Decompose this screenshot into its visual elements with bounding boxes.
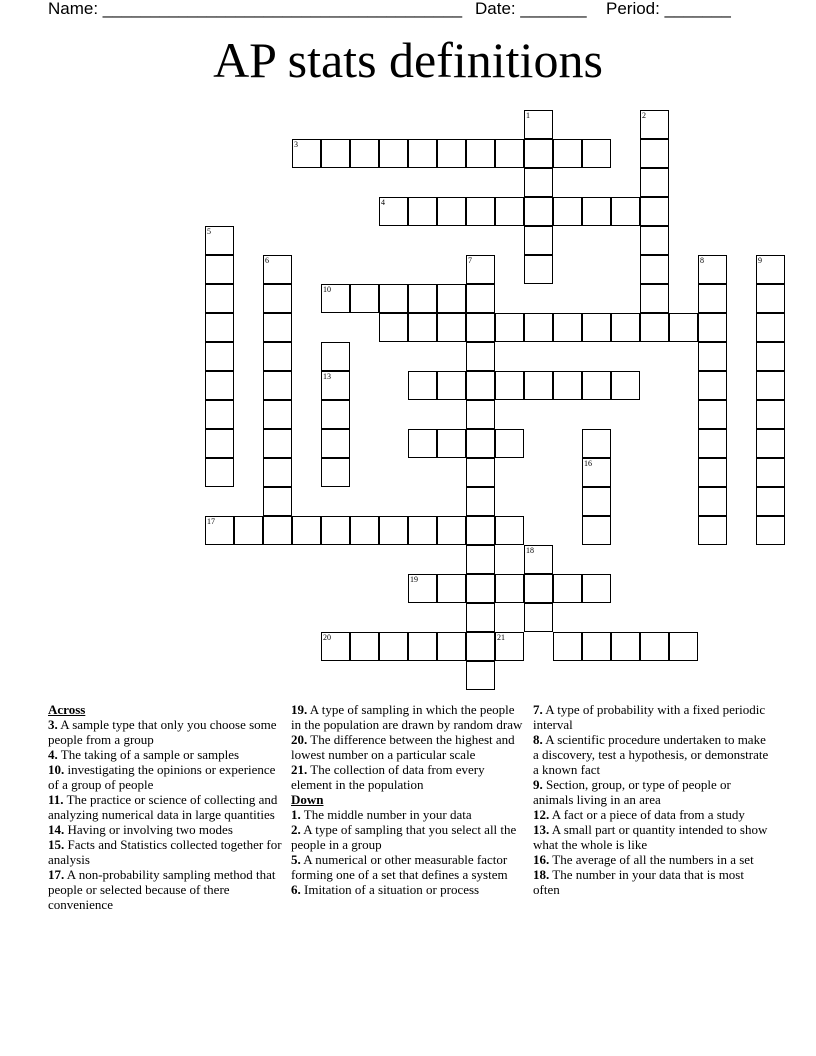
- grid-cell[interactable]: [466, 139, 495, 168]
- grid-cell[interactable]: [234, 516, 263, 545]
- clues-column-2: [291, 702, 527, 897]
- across-clue: [291, 702, 527, 732]
- grid-cell[interactable]: [321, 284, 350, 313]
- grid-cell[interactable]: [408, 371, 437, 400]
- clue-number-label: 5: [207, 227, 211, 236]
- grid-cell[interactable]: [495, 139, 524, 168]
- grid-cell[interactable]: [408, 139, 437, 168]
- grid-cell[interactable]: [495, 632, 524, 661]
- clue-text: The collection of data from every element in the population: [291, 762, 485, 792]
- grid-cell[interactable]: [524, 197, 553, 226]
- clue-number: 7.: [533, 702, 543, 717]
- grid-cell[interactable]: [611, 371, 640, 400]
- clues-column-3: [533, 702, 769, 897]
- clue-text: Imitation of a situation or process: [304, 882, 480, 897]
- grid-cell[interactable]: [524, 168, 553, 197]
- grid-cell[interactable]: [263, 516, 292, 545]
- clue-number: 6.: [291, 882, 301, 897]
- grid-cell[interactable]: [205, 371, 234, 400]
- down-clue: [291, 852, 527, 882]
- clue-number: 2.: [291, 822, 301, 837]
- grid-cell[interactable]: [756, 458, 785, 487]
- period-field-label: Period: _______: [606, 0, 731, 18]
- grid-cell[interactable]: [698, 429, 727, 458]
- across-clue: [291, 762, 527, 792]
- grid-cell[interactable]: [350, 139, 379, 168]
- grid-cell[interactable]: [582, 516, 611, 545]
- grid-cell[interactable]: [321, 632, 350, 661]
- grid-cell[interactable]: [466, 574, 495, 603]
- across-clue: [48, 762, 284, 792]
- grid-cell[interactable]: [321, 516, 350, 545]
- down-clue: [533, 702, 769, 732]
- grid-cell[interactable]: [524, 371, 553, 400]
- clue-number: 14.: [48, 822, 65, 837]
- grid-cell[interactable]: [205, 342, 234, 371]
- grid-cell[interactable]: [495, 574, 524, 603]
- down-clue: [533, 732, 769, 777]
- clue-text: A fact or a piece of data from a study: [551, 807, 745, 822]
- grid-cell[interactable]: [611, 313, 640, 342]
- clue-number-label: 9: [758, 256, 762, 265]
- clue-text: The average of all the numbers in a set: [552, 852, 754, 867]
- clue-number-label: 21: [497, 633, 505, 642]
- grid-cell[interactable]: [408, 313, 437, 342]
- clue-number: 10.: [48, 762, 65, 777]
- grid-cell[interactable]: [698, 516, 727, 545]
- grid-cell[interactable]: [466, 487, 495, 516]
- clue-number: 11.: [48, 792, 64, 807]
- clue-number: 9.: [533, 777, 543, 792]
- grid-cell[interactable]: [437, 516, 466, 545]
- grid-cell[interactable]: [698, 284, 727, 313]
- clue-number-label: 18: [526, 546, 534, 555]
- grid-cell[interactable]: [350, 516, 379, 545]
- grid-cell[interactable]: [669, 632, 698, 661]
- grid-cell[interactable]: [205, 516, 234, 545]
- clue-number: 20.: [291, 732, 308, 747]
- grid-cell[interactable]: [263, 255, 292, 284]
- grid-cell[interactable]: [553, 313, 582, 342]
- grid-cell[interactable]: [205, 284, 234, 313]
- clue-text: A numerical or other measurable factor forming one of a set that defines a system: [291, 852, 508, 882]
- across-heading: Across: [48, 702, 86, 717]
- clue-number-label: 2: [642, 111, 646, 120]
- grid-cell[interactable]: [466, 313, 495, 342]
- grid-cell[interactable]: [553, 139, 582, 168]
- across-clue: [48, 747, 284, 762]
- clue-text: Facts and Statistics collected together for analysis: [48, 837, 282, 867]
- grid-cell[interactable]: [466, 545, 495, 574]
- grid-cell[interactable]: [553, 197, 582, 226]
- grid-cell[interactable]: [321, 371, 350, 400]
- grid-cell[interactable]: [756, 313, 785, 342]
- grid-cell[interactable]: [495, 313, 524, 342]
- grid-cell[interactable]: [263, 371, 292, 400]
- grid-cell[interactable]: [408, 197, 437, 226]
- grid-cell[interactable]: [640, 632, 669, 661]
- grid-cell[interactable]: [495, 197, 524, 226]
- clue-number: 16.: [533, 852, 550, 867]
- clue-text: The middle number in your data: [303, 807, 472, 822]
- grid-cell[interactable]: [698, 313, 727, 342]
- grid-cell[interactable]: [466, 255, 495, 284]
- grid-cell[interactable]: [640, 197, 669, 226]
- grid-cell[interactable]: [466, 429, 495, 458]
- grid-cell[interactable]: [640, 110, 669, 139]
- clue-number: 21.: [291, 762, 308, 777]
- grid-cell[interactable]: [205, 226, 234, 255]
- down-clue: [291, 882, 527, 897]
- grid-cell[interactable]: [321, 139, 350, 168]
- grid-cell[interactable]: [263, 458, 292, 487]
- grid-cell[interactable]: [640, 168, 669, 197]
- grid-cell[interactable]: [553, 574, 582, 603]
- clue-number-label: 7: [468, 256, 472, 265]
- grid-cell[interactable]: [263, 284, 292, 313]
- across-clue: [48, 837, 284, 867]
- grid-cell[interactable]: [698, 400, 727, 429]
- grid-cell[interactable]: [756, 255, 785, 284]
- grid-cell[interactable]: [756, 516, 785, 545]
- clues-column-1: [48, 702, 284, 912]
- across-clue: [48, 792, 284, 822]
- clue-text: A type of probability with a fixed periodic interval: [533, 702, 766, 732]
- grid-cell[interactable]: [524, 110, 553, 139]
- grid-cell[interactable]: [466, 516, 495, 545]
- grid-cell[interactable]: [437, 371, 466, 400]
- grid-cell[interactable]: [611, 632, 640, 661]
- grid-cell[interactable]: [640, 313, 669, 342]
- grid-cell[interactable]: [437, 197, 466, 226]
- clue-number-label: 17: [207, 517, 215, 526]
- grid-cell[interactable]: [350, 632, 379, 661]
- down-clue: [533, 807, 769, 822]
- clue-number-label: 20: [323, 633, 331, 642]
- grid-cell[interactable]: [582, 429, 611, 458]
- grid-cell[interactable]: [756, 371, 785, 400]
- grid-cell[interactable]: [263, 487, 292, 516]
- grid-cell[interactable]: [640, 284, 669, 313]
- grid-cell[interactable]: [379, 139, 408, 168]
- clue-number: 4.: [48, 747, 58, 762]
- grid-cell[interactable]: [466, 458, 495, 487]
- clue-text: The taking of a sample or samples: [60, 747, 240, 762]
- clue-text: The difference between the highest and lowest number on a particular scale: [291, 732, 515, 762]
- grid-cell[interactable]: [321, 342, 350, 371]
- clue-number: 8.: [533, 732, 543, 747]
- grid-cell[interactable]: [524, 603, 553, 632]
- down-clue: [533, 777, 769, 807]
- grid-cell[interactable]: [379, 197, 408, 226]
- down-heading: Down: [291, 792, 324, 807]
- across-clue: [48, 867, 284, 912]
- grid-cell[interactable]: [495, 429, 524, 458]
- grid-cell[interactable]: [611, 197, 640, 226]
- across-clue: [48, 717, 284, 747]
- grid-cell[interactable]: [292, 516, 321, 545]
- clue-number-label: 19: [410, 575, 418, 584]
- grid-cell[interactable]: [524, 313, 553, 342]
- clue-number-label: 6: [265, 256, 269, 265]
- grid-cell[interactable]: [292, 139, 321, 168]
- clue-number: 1.: [291, 807, 301, 822]
- grid-cell[interactable]: [582, 458, 611, 487]
- clue-number: 17.: [48, 867, 65, 882]
- clue-number-label: 8: [700, 256, 704, 265]
- clue-number: 18.: [533, 867, 550, 882]
- down-clue: [291, 822, 527, 852]
- grid-cell[interactable]: [408, 632, 437, 661]
- grid-cell[interactable]: [437, 429, 466, 458]
- clue-text: A small part or quantity intended to show what the whole is like: [533, 822, 768, 852]
- grid-cell[interactable]: [466, 284, 495, 313]
- clue-text: Section, group, or type of people or animals living in an area: [533, 777, 731, 807]
- clue-number-label: 10: [323, 285, 331, 294]
- grid-cell[interactable]: [321, 400, 350, 429]
- clue-number: 5.: [291, 852, 301, 867]
- across-clue: [48, 822, 284, 837]
- grid-cell[interactable]: [524, 139, 553, 168]
- clue-number-label: 13: [323, 372, 331, 381]
- grid-cell[interactable]: [756, 487, 785, 516]
- grid-cell[interactable]: [437, 139, 466, 168]
- grid-cell[interactable]: [350, 284, 379, 313]
- grid-cell[interactable]: [524, 255, 553, 284]
- grid-cell[interactable]: [437, 574, 466, 603]
- clue-text: A type of sampling that you select all the people in a group: [291, 822, 517, 852]
- grid-cell[interactable]: [437, 632, 466, 661]
- grid-cell[interactable]: [756, 429, 785, 458]
- clue-text: Having or involving two modes: [67, 822, 233, 837]
- date-field-label: Date: _______: [475, 0, 587, 18]
- grid-cell[interactable]: [408, 429, 437, 458]
- clue-number: 19.: [291, 702, 308, 717]
- page-title: AP stats definitions: [213, 32, 603, 88]
- grid-cell[interactable]: [756, 400, 785, 429]
- grid-cell[interactable]: [379, 284, 408, 313]
- clue-text: A sample type that only you choose some people from a group: [48, 717, 277, 747]
- clue-text: A scientific procedure undertaken to make a discovery, test a hypothesis, or demonstrate a known fact: [533, 732, 769, 777]
- clue-number-label: 16: [584, 459, 592, 468]
- grid-cell[interactable]: [756, 284, 785, 313]
- down-clue: [291, 807, 527, 822]
- grid-cell[interactable]: [437, 284, 466, 313]
- grid-cell[interactable]: [466, 603, 495, 632]
- grid-cell[interactable]: [640, 255, 669, 284]
- grid-cell[interactable]: [379, 632, 408, 661]
- clue-number: 3.: [48, 717, 58, 732]
- grid-cell[interactable]: [466, 400, 495, 429]
- grid-cell[interactable]: [553, 371, 582, 400]
- grid-cell[interactable]: [408, 574, 437, 603]
- grid-cell[interactable]: [466, 632, 495, 661]
- grid-cell[interactable]: [205, 400, 234, 429]
- grid-cell[interactable]: [379, 516, 408, 545]
- grid-cell[interactable]: [640, 139, 669, 168]
- clue-text: The number in your data that is most often: [533, 867, 744, 897]
- grid-cell[interactable]: [466, 342, 495, 371]
- grid-cell[interactable]: [698, 458, 727, 487]
- grid-cell[interactable]: [698, 371, 727, 400]
- clue-number: 15.: [48, 837, 65, 852]
- grid-cell[interactable]: [553, 632, 582, 661]
- grid-cell[interactable]: [263, 313, 292, 342]
- clue-number: 12.: [533, 807, 550, 822]
- grid-cell[interactable]: [524, 574, 553, 603]
- grid-cell[interactable]: [582, 487, 611, 516]
- grid-cell[interactable]: [582, 197, 611, 226]
- grid-cell[interactable]: [466, 197, 495, 226]
- grid-cell[interactable]: [698, 342, 727, 371]
- grid-cell[interactable]: [640, 226, 669, 255]
- clue-text: investigating the opinions or experience of a group of people: [48, 762, 276, 792]
- grid-cell[interactable]: [205, 458, 234, 487]
- grid-cell[interactable]: [408, 516, 437, 545]
- clue-text: A type of sampling in which the people in the population are drawn by random draw: [291, 702, 523, 732]
- across-clue: [291, 732, 527, 762]
- grid-cell[interactable]: [582, 371, 611, 400]
- grid-cell[interactable]: [495, 371, 524, 400]
- grid-cell[interactable]: [582, 139, 611, 168]
- grid-cell[interactable]: [205, 429, 234, 458]
- grid-cell[interactable]: [263, 342, 292, 371]
- grid-cell[interactable]: [437, 313, 466, 342]
- down-clue: [533, 822, 769, 852]
- grid-cell[interactable]: [466, 661, 495, 690]
- clue-text: The practice or science of collecting and analyzing numerical data in large quantities: [48, 792, 278, 822]
- grid-cell[interactable]: [756, 342, 785, 371]
- grid-cell[interactable]: [524, 226, 553, 255]
- grid-cell[interactable]: [466, 371, 495, 400]
- grid-cell[interactable]: [582, 313, 611, 342]
- grid-cell[interactable]: [495, 516, 524, 545]
- grid-cell[interactable]: [263, 429, 292, 458]
- grid-cell[interactable]: [205, 313, 234, 342]
- grid-cell[interactable]: [408, 284, 437, 313]
- clue-number-label: 1: [526, 111, 530, 120]
- grid-cell[interactable]: [669, 313, 698, 342]
- grid-cell[interactable]: [524, 545, 553, 574]
- grid-cell[interactable]: [321, 458, 350, 487]
- clue-number-label: 3: [294, 140, 298, 149]
- name-field-label: Name: ______________________________________: [48, 0, 463, 18]
- down-clue: [533, 867, 769, 897]
- clue-text: A non-probability sampling method that people or selected because of there convenience: [48, 867, 276, 912]
- grid-cell[interactable]: [582, 632, 611, 661]
- grid-cell[interactable]: [321, 429, 350, 458]
- grid-cell[interactable]: [698, 487, 727, 516]
- grid-cell[interactable]: [582, 574, 611, 603]
- grid-cell[interactable]: [379, 313, 408, 342]
- grid-cell[interactable]: [698, 255, 727, 284]
- clue-number: 13.: [533, 822, 550, 837]
- clue-number-label: 4: [381, 198, 385, 207]
- grid-cell[interactable]: [205, 255, 234, 284]
- grid-cell[interactable]: [263, 400, 292, 429]
- down-clue: [533, 852, 769, 867]
